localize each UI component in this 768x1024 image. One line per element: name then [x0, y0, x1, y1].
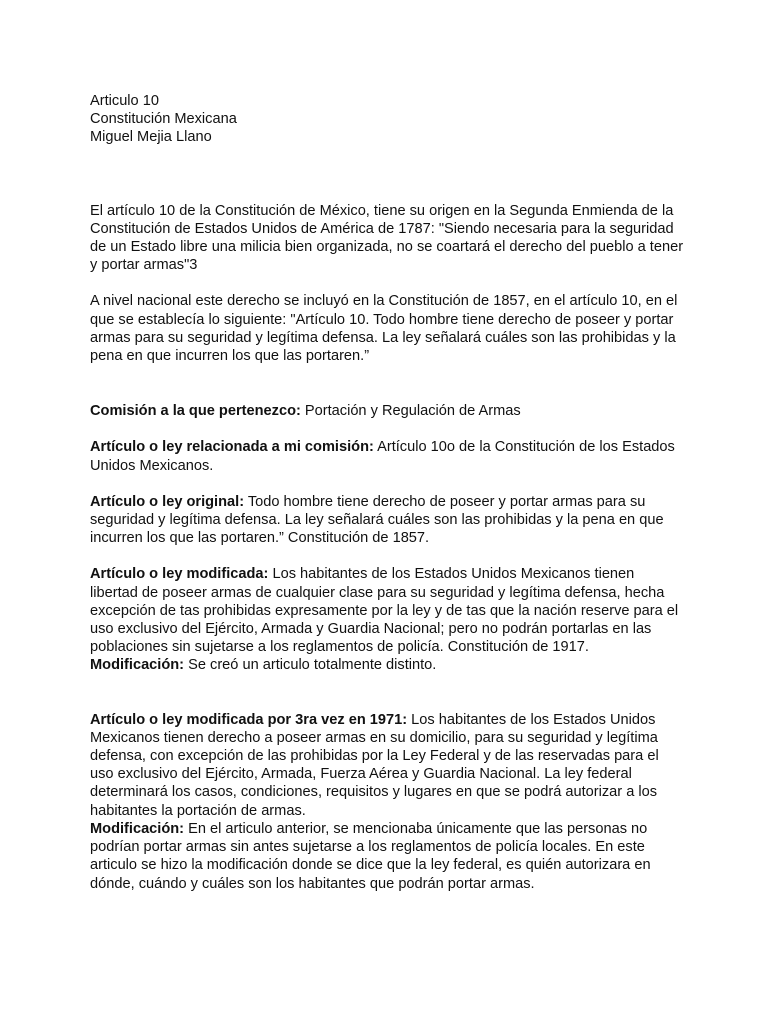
field-original-value: Todo hombre tiene derecho de poseer y portar armas para su seguridad y legítima defensa. La ley señalará cuáles son las prohibidas y la pena en que incurren los que las portaren.” Constitución de 1857.: [90, 493, 664, 547]
field-relacionada-value: Artículo 10o de la Constitución de los Estados Unidos Mexicanos.: [90, 439, 675, 474]
field-modificacion-2-value: En el articulo anterior, se mencionaba únicamente que las personas no podrían portar armas sin antes sujetarse a los reglamentos de policía locales. En este articulo se hizo la modificación donde se dice que la ley federal, es quién autorizara en dónde, cuándo y cuáles son los habitantes que podrán portar armas.: [90, 820, 651, 892]
field-modificada-label: Artículo o ley modificada:: [90, 566, 269, 583]
field-relacionada: [90, 438, 685, 474]
intro-paragraph-2: A nivel nacional este derecho se incluyó en la Constitución de 1857, en el artículo 10, en el que se establecía lo siguiente: "Artículo 10. Todo hombre tiene derecho de poseer y portar armas para su seguridad y legítima defensa. La ley señalará cuáles son las prohibidas y la pena en que incurren los que las portaren.”: [90, 293, 678, 365]
field-modificacion-1: [90, 656, 685, 674]
header-title: Articulo 10: [90, 93, 159, 109]
field-modificada-1971-label: Artículo o ley modificada por 3ra vez en 1971:: [90, 711, 408, 728]
field-original: [90, 493, 685, 548]
field-modificada-value: Los habitantes de los Estados Unidos Mexicanos tienen libertad de poseer armas de cualquier clase para su seguridad y legítima defensa, hecha excepción de tas prohibidas expresamente por la ley y de tas que la nación reserve para el uso exclusivo del Ejército, Armada y Guardia Nacional; pero no podrán portarlas en las poblaciones sin sujetarse a los reglamentos de policía. Constitución de 1917.: [90, 566, 679, 656]
field-modificacion-2-label: Modificación:: [90, 820, 185, 837]
intro-paragraph-1: El artículo 10 de la Constitución de México, tiene su origen en la Segunda Enmienda de la Constitución de Estados Unidos de América de 1787: "Siendo necesaria para la seguridad de un Estado libre una milicia bien organizada, no se coartará el derecho del pueblo a tener y portar armas"3: [90, 202, 684, 274]
document-header: [90, 92, 685, 147]
field-comision-value: Portación y Regulación de Armas: [300, 403, 521, 420]
header-author: Miguel Mejia Llano: [90, 129, 212, 146]
field-modificacion-1-value: Se creó un articulo totalmente distinto.: [184, 657, 437, 674]
field-original-label: Artículo o ley original:: [90, 493, 245, 510]
field-comision: [90, 402, 685, 420]
field-modificada-1971: [90, 711, 685, 820]
field-modificacion-1-label: Modificación:: [90, 657, 185, 674]
field-modificada: [90, 565, 685, 656]
field-modificada-1971-value: Los habitantes de los Estados Unidos Mexicanos tienen derecho a poseer armas en su domicilio, para su seguridad y legítima defensa, con excepción de las prohibidas por la Ley Federal y de las reservadas para el uso exclusivo del Ejército, Armada, Fuerza Aérea y Guardia Nacional. La ley federal determinará los casos, condiciones, requisitos y lugares en que se podrá autorizar a los habitantes la portación de armas.: [90, 711, 659, 819]
field-relacionada-label: Artículo o ley relacionada a mi comisión:: [90, 439, 374, 456]
header-subtitle: Constitución Mexicana: [90, 111, 237, 128]
field-comision-label: Comisión a la que pertenezco:: [90, 403, 301, 420]
document-page: [90, 92, 685, 893]
field-modificacion-2: [90, 820, 685, 893]
